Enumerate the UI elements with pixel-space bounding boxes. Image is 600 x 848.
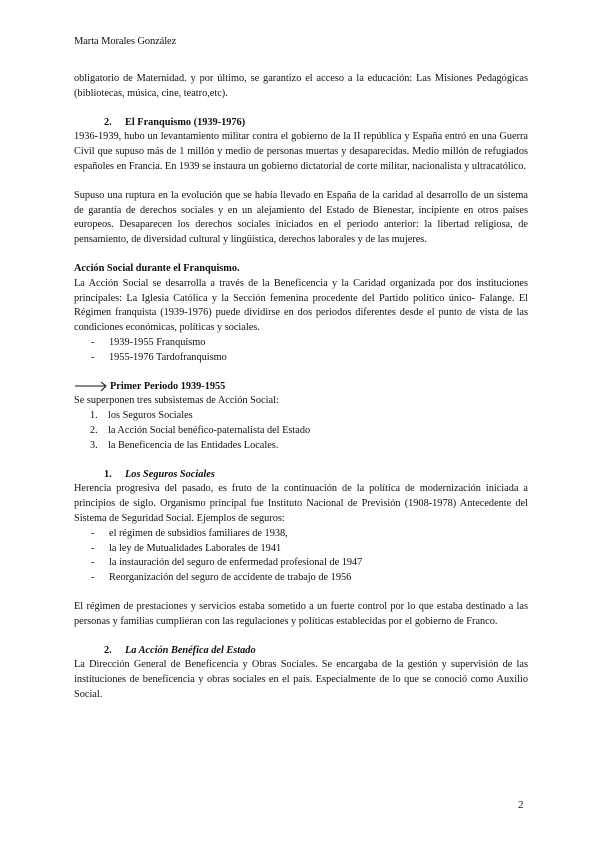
- section-heading-seguros: [104, 468, 528, 483]
- list-item: - el régimen de subsidios familiares de 1938,: [91, 527, 288, 539]
- list-item: - 1955-1976 Tardofranquismo: [91, 351, 227, 363]
- list-item: 3. la Beneficencia de las Entidades Locales.: [90, 439, 279, 451]
- primer-periodo-intro: Se superponen tres subsistemas de Acción Social:: [74, 395, 279, 407]
- section-heading-franquismo: [104, 116, 528, 131]
- document-body: [74, 72, 528, 703]
- page-header-author: Marta Morales González: [74, 36, 177, 47]
- seguros-list: [74, 527, 528, 586]
- primer-periodo-title: Primer Periodo 1939-1955: [110, 380, 226, 392]
- section-heading-accion-benefica: [104, 644, 528, 659]
- accion-benefica-paragraph: La Dirección General de Beneficencia y Obras Sociales. Se encargaba de la gestión y supervisión de las instituciones de beneficencia y obras sociales en el país. Especialmente de lo que se conoció como Auxilio Social.: [74, 659, 528, 700]
- section-number: 1.: [104, 468, 112, 480]
- seguros-paragraph-2: El régimen de prestaciones y servicios estaba sometido a un fuerte control por lo que estaba destinado a las personas y familias cumplieran con las regulaciones y políticas establecidas por el gobierno de Franco.: [74, 600, 528, 627]
- intro-paragraph: obligatorio de Maternidad. y por último, se garantizo el acceso a la educación: Las Misiones Pedagógicas (bibliotecas, música, cine, teatro,etc).: [74, 73, 528, 99]
- right-arrow-icon: [74, 381, 108, 393]
- franquismo-paragraph-2: Supuso una ruptura en la evolución que se había llevado en España de la caridad al desarrollo de un sistema de garantía de derechos sociales y en un alejamiento del Estado de Bienestar, incipiente en otros países europeos. Desaparecen los derechos sociales iniciados en el periodo anterior: la libertad religiosa, de pensamiento, de diversidad cultural y lingüística, derechos laborales y de las mujeres.: [74, 189, 528, 246]
- primer-periodo-heading: [74, 380, 528, 395]
- list-item: - la instauración del seguro de enfermedad profesional de 1947: [91, 557, 363, 569]
- list-item: - 1939-1955 Franquismo: [91, 336, 206, 348]
- period-list: [74, 336, 528, 366]
- list-item: - Reorganización del seguro de accidente de trabajo de 1956: [91, 572, 352, 584]
- list-item: 2. la Acción Social benéfico-paternalista del Estado: [90, 424, 311, 436]
- section-title: Los Seguros Sociales: [125, 468, 215, 480]
- accion-social-paragraph: La Acción Social se desarrolla a través de la Beneficencia y la Caridad organizada por dos instituciones principales: La Iglesia Católica y la Sección femenina procedente del Partido político único- Falange. El Régimen franquista (1939-1976) puede dividirse en dos periodos diferentes desde el punto de vista de las condiciones económicas, políticas y sociales.: [74, 277, 528, 334]
- section-title: El Franquismo (1939-1976): [125, 116, 246, 128]
- section-number: 2.: [104, 116, 112, 128]
- page-number: 2: [518, 799, 524, 811]
- seguros-paragraph: Herencia progresiva del pasado, es fruto de la continuación de la política de modernización iniciada a principios de siglo. Organismo principal fue Instituto Nacional de Previsión (1908-1978) Antecedente del Sistema de Seguridad Social. Ejemplos de seguros:: [74, 483, 528, 524]
- list-item: 1. los Seguros Sociales: [90, 410, 193, 422]
- section-title: La Acción Benéfica del Estado: [125, 644, 256, 656]
- accion-social-heading: Acción Social durante el Franquismo.: [74, 262, 240, 274]
- franquismo-paragraph-1: 1936-1939, hubo un levantamiento militar contra el gobierno de la II república y España entró en una Guerra Civil que supuso más de 1 millón y medio de personas muertas y desaparecidas. Medio millón de refugiados españoles en Francia. En 1939 se instaura un gobierno dictatorial de corte militar, nacionalista y ultracatólico.: [74, 131, 528, 172]
- list-item: - la ley de Mutualidades Laborales de 1941: [91, 542, 282, 554]
- subsystems-list: [74, 409, 528, 453]
- section-number: 2.: [104, 644, 112, 656]
